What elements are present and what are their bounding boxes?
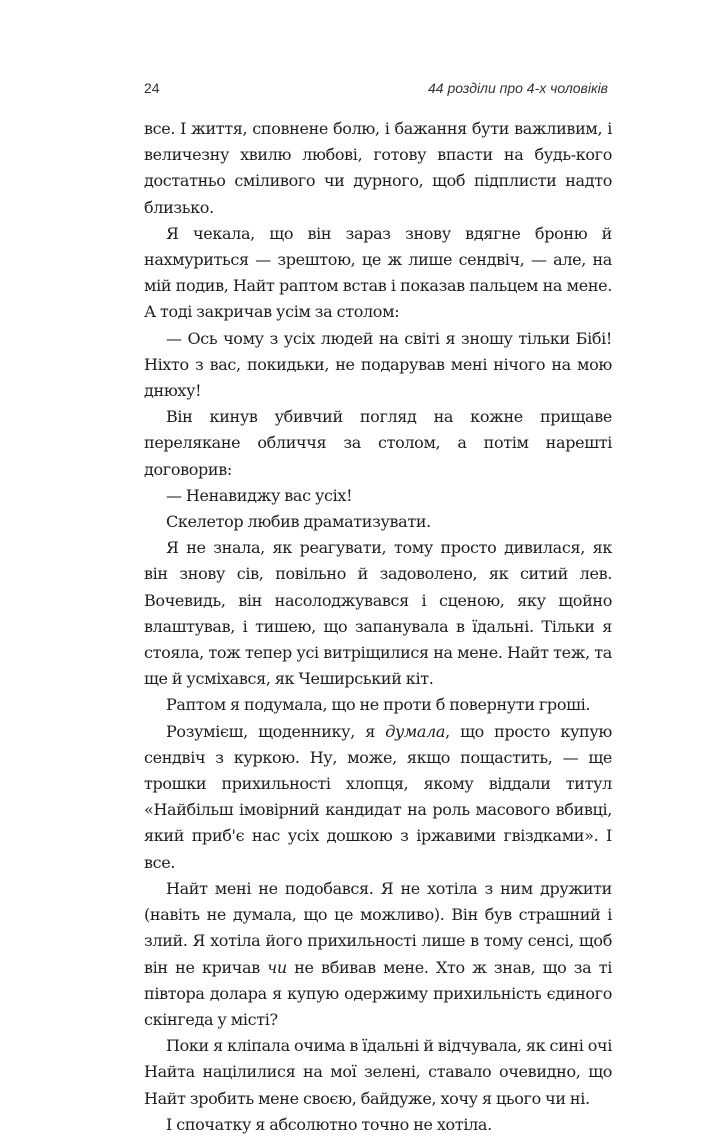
text-run: Найт мені не подобався. Я не хотіла з ним дружити (навіть не думала, що це можливо). Він був страшний і злий. Я хотіла його прихильності лише в тому сенсі, щоб він не кричав bbox=[144, 878, 612, 977]
dialog-line: — Ненавиджу вас усіх! bbox=[166, 485, 353, 505]
text-run: не вбивав мене. Хто ж знав, що за ті півтора долара я купую одержиму прихильність єдиного скінгеда у місті? bbox=[144, 957, 612, 1029]
page-number: 24 bbox=[144, 80, 160, 96]
paragraph: Я не знала, як реагувати, тому просто дивилася, як він знову сів, повільно й задоволено, як ситий лев. Вочевидь, він насолоджувався і сценою, яку щойно влаштував, і тишею, що запанувала в їдальні. Тільки я стояла, тож тепер усі витріщилися на мене. Найт теж, та ще й усміхався, як Чеширський кіт. bbox=[144, 538, 612, 689]
dialog-line: — Ось чому з усіх людей на світі я зношу тільки Бібі! Ніхто з вас, покидьки, не подарував мені нічого на мою днюху! bbox=[144, 328, 612, 401]
running-title: 44 розділи про 4-х чоловіків bbox=[427, 80, 608, 96]
paragraph bbox=[144, 876, 612, 1033]
paragraph: все. І життя, сповнене болю, і бажання бути важливим, і величезну хвилю любові, готову впасти на будь-кого достатньо сміливого чи дурного, щоб підплисти надто близько. bbox=[144, 119, 612, 217]
emphasis-text: думала bbox=[385, 721, 446, 741]
paragraph: Раптом я подумала, що не проти б повернути гроші. bbox=[166, 695, 591, 715]
paragraph: Я чекала, що він зараз знову вдягне броню й нахмуриться — зрештою, це ж лише сендвіч, — але, на мій подив, Найт раптом встав і показав пальцем на мене. А тоді закричав усім за столом: bbox=[144, 223, 612, 322]
text-run: Розумієш, щоденнику, я bbox=[166, 721, 386, 741]
emphasis-text: чи bbox=[267, 957, 287, 977]
paragraph: І спочатку я абсолютно точно не хотіла. bbox=[166, 1114, 492, 1134]
body-text bbox=[144, 116, 612, 1138]
paragraph: Він кинув убивчий погляд на кожне прищаве перелякане обличчя за столом, а потім нарешті договорив: bbox=[144, 407, 612, 479]
text-run: , що просто купую сендвіч з куркою. Ну, може, якщо пощастить, — ще трошки прихильності хлопця, якому віддали титул «Найбільш імовірний кандидат на роль масового вбивці, який приб'є нас усіх дошкою з іржавими гвіздками». І все. bbox=[144, 721, 612, 872]
page-header bbox=[144, 80, 608, 100]
paragraph: Скелетор любив драматизувати. bbox=[166, 512, 431, 532]
paragraph bbox=[144, 719, 612, 876]
paragraph: Поки я кліпала очима в їдальні й відчувала, як сині очі Найта націлилися на мої зелені, ставало очевидно, що Найт зробить мене своєю, байдуже, хочу я цього чи ні. bbox=[144, 1036, 612, 1108]
